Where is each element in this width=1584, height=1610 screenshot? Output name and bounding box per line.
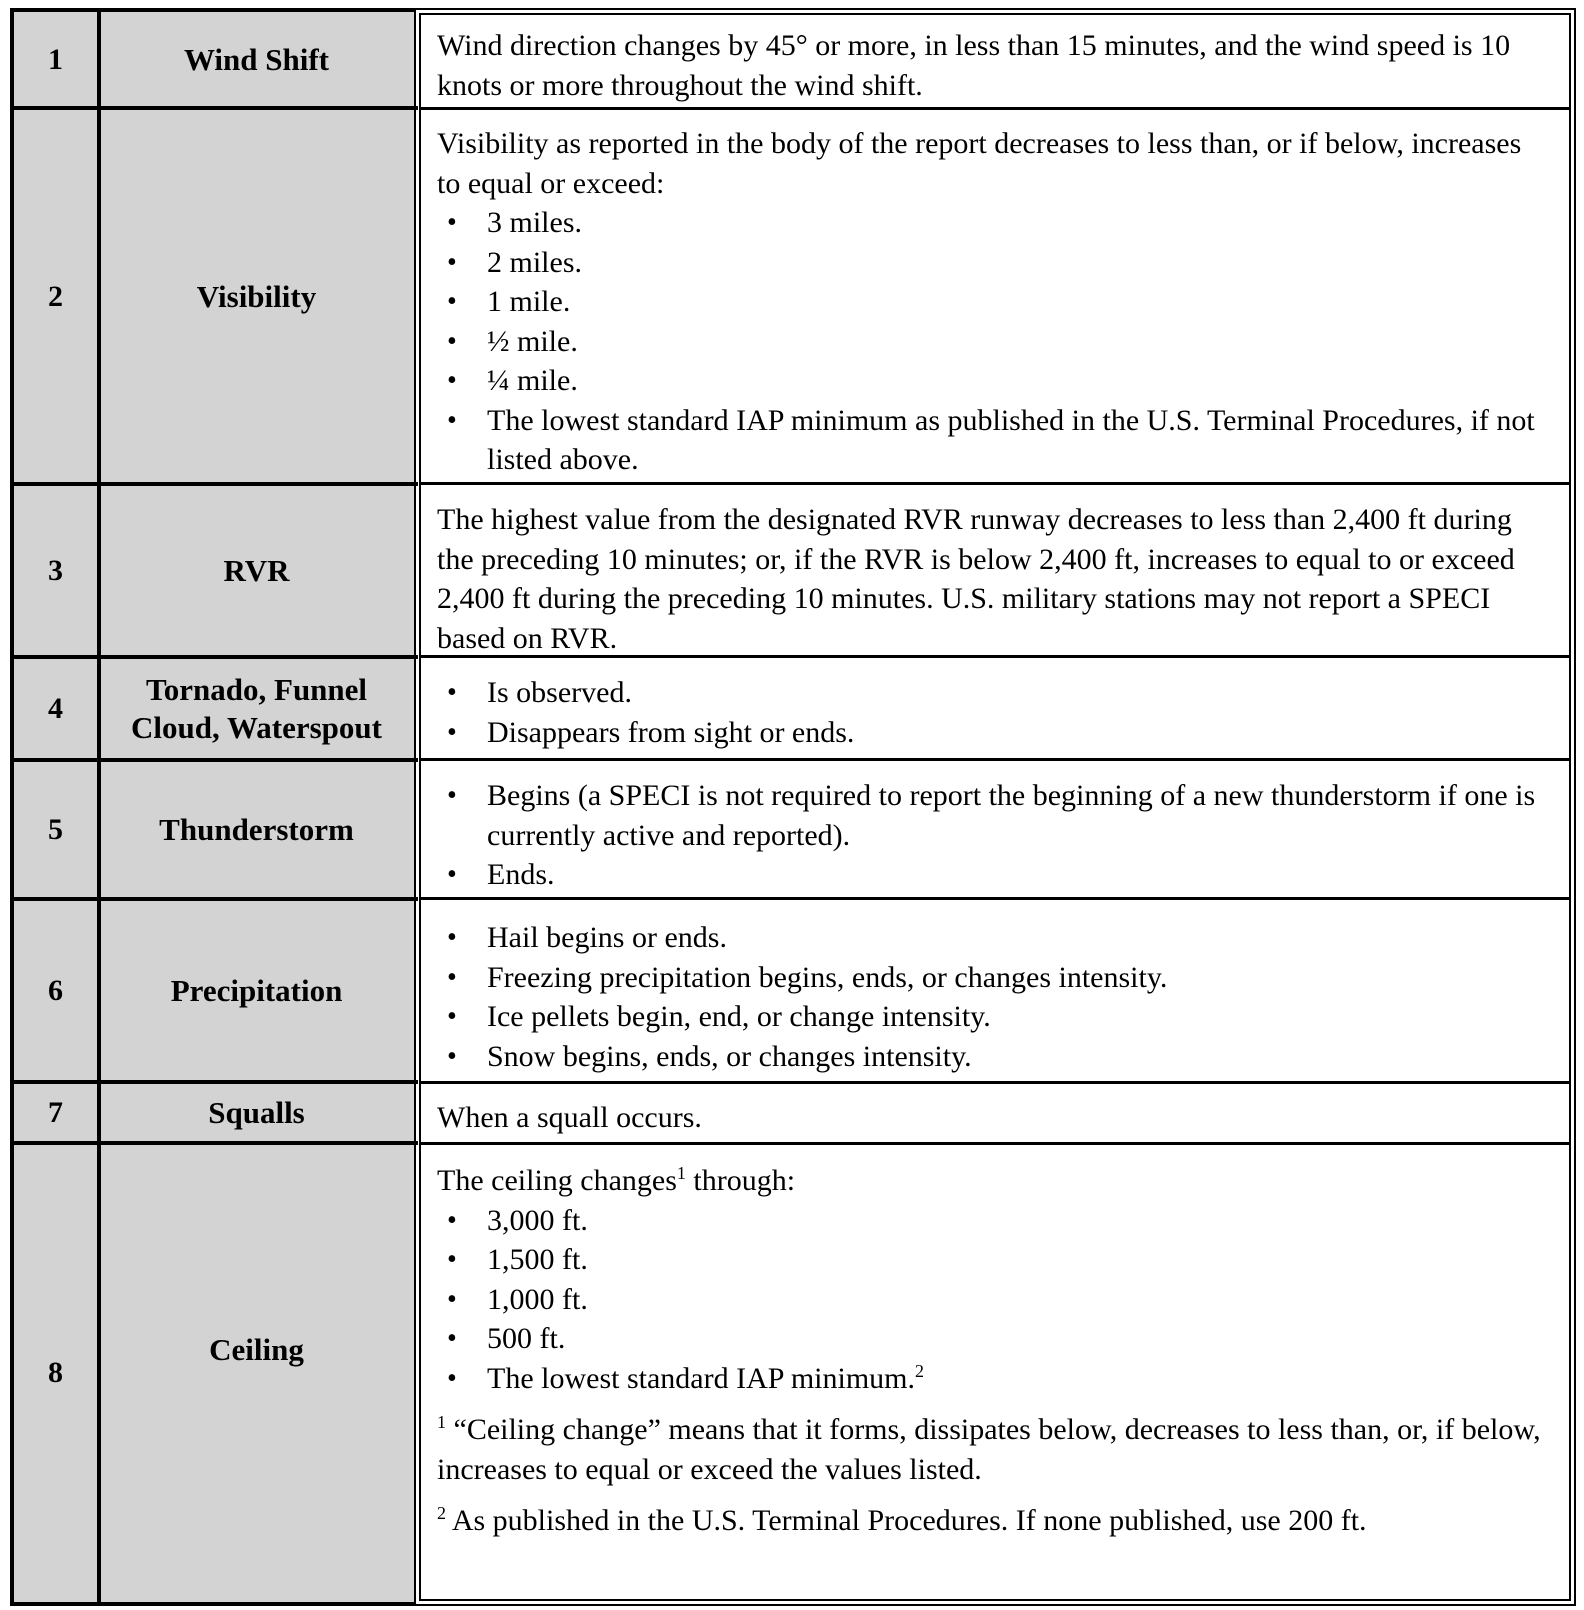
thunderstorm-list — [437, 776, 1545, 895]
list-item: • Disappears from sight or ends. — [437, 713, 1545, 753]
row-3-name: RVR — [101, 486, 412, 656]
row-2-description — [425, 118, 1565, 484]
list-item: • 1 mile. — [437, 282, 1545, 322]
list-item: • 1,500 ft. — [437, 1240, 1545, 1280]
list-item: • Ends. — [437, 855, 1545, 895]
row-5-number: 5 — [14, 762, 97, 898]
row-5-description — [425, 770, 1565, 898]
row-2-number: 2 — [14, 110, 97, 484]
row-2-name: Visibility — [101, 110, 412, 484]
row-divider-5-right — [421, 897, 1569, 900]
list-item: • The lowest standard IAP minimum.$^2$ — [437, 1359, 1545, 1399]
visibility-list — [437, 203, 1545, 480]
row-4-name-line1: Tornado, Funnel — [145, 672, 368, 707]
row-8-number: 8 — [14, 1145, 97, 1600]
precipitation-list — [437, 918, 1545, 1076]
list-item: • 3 miles. — [437, 203, 1545, 243]
list-item: • Freezing precipitation begins, ends, or changes intensity. — [437, 958, 1545, 998]
list-item: • 2 miles. — [437, 243, 1545, 283]
row-4-name-line2: Cloud, Waterspout — [131, 710, 382, 745]
list-item: • Ice pellets begin, end, or change intensity. — [437, 997, 1545, 1037]
row-4-name — [101, 659, 412, 759]
list-item: • 1,000 ft. — [437, 1280, 1545, 1320]
visibility-intro: Visibility as reported in the body of the report decreases to less than, or if below, increases to equal or exceed: — [437, 127, 1522, 200]
list-item: • 3,000 ft. — [437, 1201, 1545, 1241]
row-divider-2-right — [421, 482, 1569, 485]
row-6-name: Precipitation — [101, 901, 412, 1081]
row-7-name: Squalls — [101, 1084, 412, 1142]
list-item: • 500 ft. — [437, 1319, 1545, 1359]
ceiling-list — [437, 1201, 1545, 1399]
row-6-number: 6 — [14, 901, 97, 1081]
list-item: • Snow begins, ends, or changes intensity. — [437, 1037, 1545, 1077]
tornado-list — [437, 673, 1545, 752]
row-divider-3-right — [421, 655, 1569, 658]
list-item: • The lowest standard IAP minimum as published in the U.S. Terminal Procedures, if not listed above. — [437, 401, 1545, 480]
list-item: • Hail begins or ends. — [437, 918, 1545, 958]
row-1-number: 1 — [14, 12, 97, 108]
row-8-description — [425, 1155, 1565, 1595]
ceiling-intro: The ceiling changes$^1$ through: — [437, 1163, 796, 1197]
footnote-2: $^2$ As published in the U.S. Terminal Procedures. If none published, use 200 ft. — [437, 1503, 1367, 1537]
row-1-name: Wind Shift — [101, 12, 412, 108]
row-5-name: Thunderstorm — [101, 762, 412, 898]
row-7-number: 7 — [14, 1084, 97, 1142]
row-3-description: The highest value from the designated RVR runway decreases to less than 2,400 ft during the preceding 10 minutes; or, if the RVR is below 2,400 ft, increases to equal to or exceed 2,400 ft during the preceding 10 minutes. U.S. military stations may not report a SPECI based on RVR. — [425, 494, 1565, 656]
row-divider-4-right — [421, 758, 1569, 761]
row-divider-6-right — [421, 1081, 1569, 1084]
list-item: • Begins (a SPECI is not required to report the beginning of a new thunderstorm if one is currently active and reported). — [437, 776, 1545, 855]
list-item: • ¼ mile. — [437, 361, 1545, 401]
row-6-description — [425, 912, 1565, 1081]
list-item: • ½ mile. — [437, 322, 1545, 362]
row-divider-1-right — [421, 107, 1569, 110]
footnote-1: $^1$ “Ceiling change” means that it forms, dissipates below, decreases to less than, or, if below, increases to equal or exceed the values listed. — [437, 1412, 1541, 1486]
row-7-description: When a squall occurs. — [425, 1092, 1565, 1142]
list-item: • Is observed. — [437, 673, 1545, 713]
row-4-number: 4 — [14, 659, 97, 759]
row-4-description — [425, 667, 1565, 759]
row-8-name: Ceiling — [101, 1145, 412, 1555]
row-1-description: Wind direction changes by 45° or more, in less than 15 minutes, and the wind speed is 10 knots or more throughout the wind shift. — [425, 20, 1565, 108]
row-3-number: 3 — [14, 486, 97, 656]
row-divider-7-right — [421, 1142, 1569, 1145]
